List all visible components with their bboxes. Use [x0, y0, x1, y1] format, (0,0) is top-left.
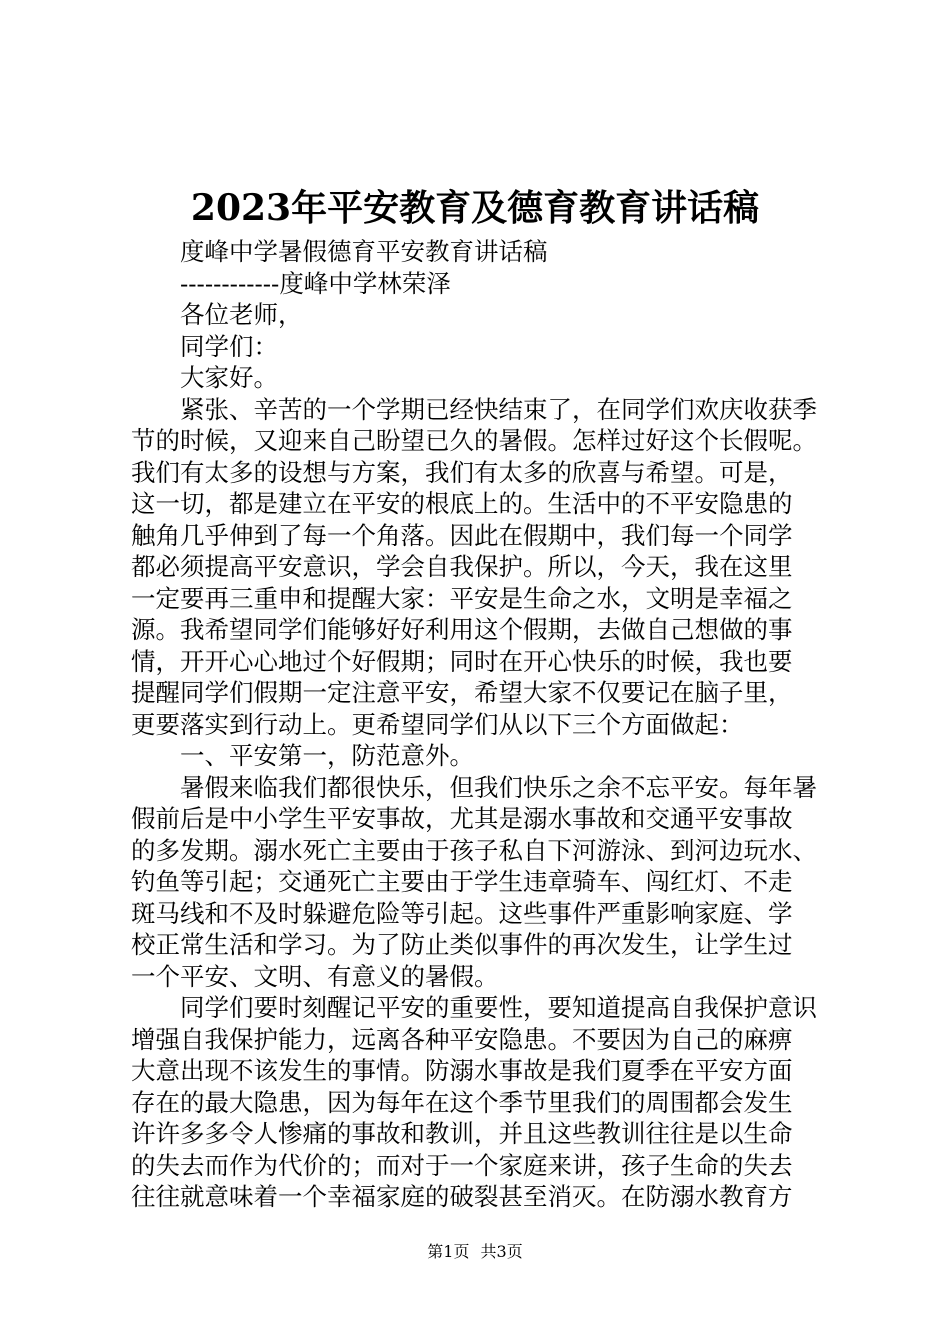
paragraph-line: 节的时候，又迎来自己盼望已久的暑假。怎样过好这个长假呢。	[131, 426, 817, 455]
paragraph-line: 源。我希望同学们能够好好利用这个假期，去做自己想做的事	[131, 615, 793, 644]
paragraph-line: 我们有太多的设想与方案，我们有太多的欣喜与希望。可是，	[131, 457, 793, 487]
paragraph-line: 提醒同学们假期一定注意平安，希望大家不仅要记在脑子里，	[131, 678, 793, 707]
paragraph-line: 紧张、辛苦的一个学期已经快结束了，在同学们欢庆收获季	[180, 394, 817, 424]
document-title: 2023年平安教育及德育教育讲话稿	[190, 187, 760, 229]
document-body	[131, 236, 831, 1213]
paragraph-line: 更要落实到行动上。更希望同学们从以下三个方面做起：	[131, 709, 744, 739]
paragraph-line: 的多发期。溺水死亡主要由于孩子私自下河游泳、到河边玩水、	[131, 835, 817, 865]
paragraph-line: 这一切，都是建立在平安的根底上的。生活中的不平安隐患的	[131, 489, 793, 518]
paragraph-line: 存在的最大隐患，因为每年在这个季节里我们的周围都会发生	[131, 1087, 793, 1117]
author-line: ------------度峰中学林荣泽	[180, 268, 451, 298]
page-number: 第1页	[427, 1242, 470, 1261]
paragraph-line: 假前后是中小学生平安事故，尤其是溺水事故和交通平安事故	[131, 804, 793, 833]
paragraph-line: 的失去而作为代价的；而对于一个家庭来讲，孩子生命的失去	[131, 1150, 793, 1180]
paragraph-line: 都必须提高平安意识，学会自我保护。所以，今天，我在这里	[131, 552, 793, 581]
paragraph-line: 校正常生活和学习。为了防止类似事件的再次发生，让学生过	[131, 930, 793, 959]
paragraph-line: 许许多多令人惨痛的事故和教训，并且这些教训往往是以生命	[131, 1119, 793, 1148]
greeting-line: 各位老师，	[180, 300, 303, 329]
paragraph-line: 钓鱼等引起；交通死亡主要由于学生违章骑车、闯红灯、不走	[131, 867, 793, 896]
paragraph-line: 一个平安、文明、有意义的暑假。	[131, 961, 499, 991]
paragraph-line: 往往就意味着一个幸福家庭的破裂甚至消灭。在防溺水教育方	[131, 1182, 793, 1211]
paragraph-line: 大意出现不该发生的事情。防溺水事故是我们夏季在平安方面	[131, 1056, 793, 1085]
paragraph-line: 斑马线和不及时躲避危险等引起。这些事件严重影响家庭、学	[131, 898, 793, 928]
page-total: 共3页	[480, 1242, 523, 1261]
page-footer	[0, 1240, 950, 1264]
paragraph-line: 增强自我保护能力，远离各种平安隐患。不要因为自己的麻痹	[131, 1024, 793, 1054]
paragraph-line: 同学们要时刻醒记平安的重要性，要知道提高自我保护意识	[180, 993, 817, 1022]
greeting-line: 大家好。	[180, 363, 278, 392]
section-heading: 一、平安第一，防范意外。	[180, 741, 474, 770]
subtitle-line: 度峰中学暑假德育平安教育讲话稿	[180, 237, 548, 266]
paragraph-line: 暑假来临我们都很快乐，但我们快乐之余不忘平安。每年暑	[180, 772, 817, 802]
paragraph-line: 情，开开心心地过个好假期；同时在开心快乐的时候，我也要	[131, 646, 793, 676]
paragraph-line: 一定要再三重申和提醒大家：平安是生命之水，文明是幸福之	[131, 583, 793, 613]
greeting-line: 同学们：	[180, 331, 278, 361]
paragraph-line: 触角几乎伸到了每一个角落。因此在假期中，我们每一个同学	[131, 520, 793, 550]
